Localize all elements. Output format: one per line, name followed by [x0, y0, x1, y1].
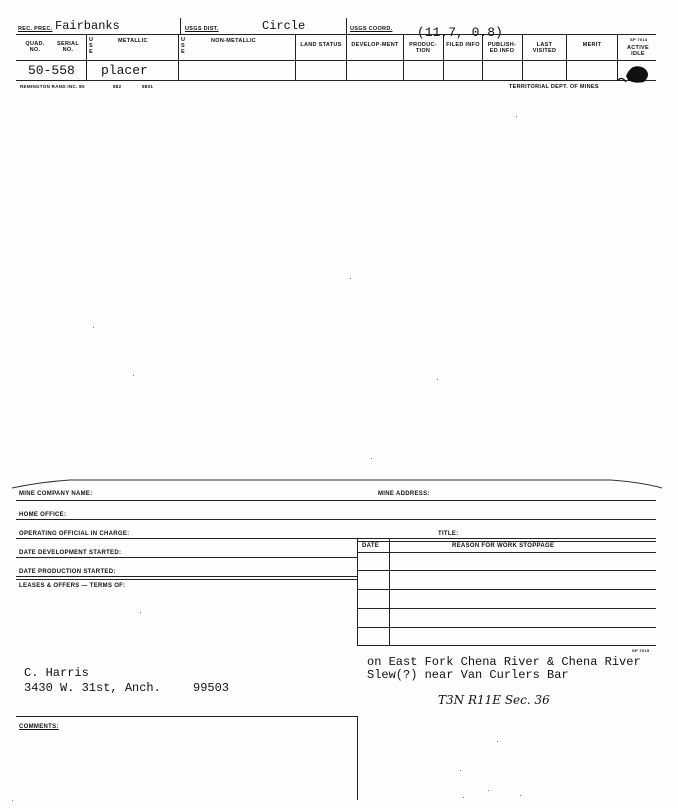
serial-no-header: SERIAL NO.: [57, 41, 79, 53]
mine-address-label: MINE ADDRESS:: [378, 491, 430, 497]
footer-code-1: 882: [113, 84, 122, 89]
use-code-nonmetallic: U S E: [181, 37, 186, 55]
home-office-label: HOME OFFICE:: [19, 512, 67, 518]
usgs-dist-label: USGS DIST.: [185, 26, 219, 32]
location-line-2: Slew(?) near Van Curlers Bar: [367, 668, 569, 682]
footer-territorial: TERRITORIAL DEPT. OF MINES: [509, 84, 599, 90]
use-code-metallic: U S E: [89, 37, 94, 55]
merit-header: MERIT: [582, 42, 602, 48]
bottom-form-number: SP 7015: [632, 648, 650, 653]
location-line-1: on East Fork Chena River & Chena River: [367, 655, 641, 669]
reason-header: REASON FOR WORK STOPPAGE: [452, 543, 555, 549]
card-edge: [10, 474, 670, 494]
footer-remington: REMINGTON RAND INC. 80: [20, 84, 85, 89]
top-form-number: SP 7014: [630, 37, 648, 42]
leases-offers-label: LEASES & OFFERS — TERMS OF:: [19, 583, 126, 589]
quad-no-header: QUAD. NO.: [25, 41, 45, 53]
ink-mark-icon: [614, 58, 654, 86]
rec-prec-value: Fairbanks: [55, 19, 120, 33]
date-development-label: DATE DEVELOPMENT STARTED:: [19, 550, 122, 556]
non-metallic-header: NON-METALLIC: [211, 38, 257, 44]
mine-company-label: MINE COMPANY NAME:: [19, 491, 93, 497]
operating-official-label: OPERATING OFFICIAL IN CHARGE:: [19, 531, 130, 537]
owner-name: C. Harris: [24, 666, 89, 680]
metallic-value: placer: [101, 63, 148, 78]
owner-zip: 99503: [193, 681, 230, 695]
filed-info-header: FILED INFO: [446, 42, 480, 48]
land-status-header: LAND STATUS: [300, 42, 342, 48]
usgs-coord-label: USGS COORD.: [350, 26, 393, 32]
comments-label: COMMENTS:: [19, 724, 59, 730]
date-header: DATE: [362, 543, 380, 549]
owner-address: 3430 W. 31st, Anch.: [24, 681, 161, 695]
published-info-header: PUBLISH-ED INFO: [487, 42, 517, 54]
active-idle-header: ACTIVE IDLE: [627, 45, 649, 57]
title-label: TITLE:: [438, 531, 459, 537]
date-production-label: DATE PRODUCTION STARTED:: [19, 569, 116, 575]
serial-value: 50-558: [28, 63, 75, 78]
usgs-coord-value: (11.7, 0.8): [417, 25, 503, 40]
production-header: PRODUC-TION: [409, 42, 437, 54]
usgs-dist-value: Circle: [262, 19, 306, 33]
rec-prec-label: REC. PREC.: [18, 26, 53, 32]
footer-code-2: 8801: [142, 84, 154, 89]
metallic-header: METALLIC: [118, 38, 148, 44]
last-visited-header: LAST VISITED: [532, 42, 557, 54]
legal-location-handwritten: T3N R11E Sec. 36: [438, 693, 550, 707]
development-header: DEVELOP-MENT: [351, 42, 399, 48]
